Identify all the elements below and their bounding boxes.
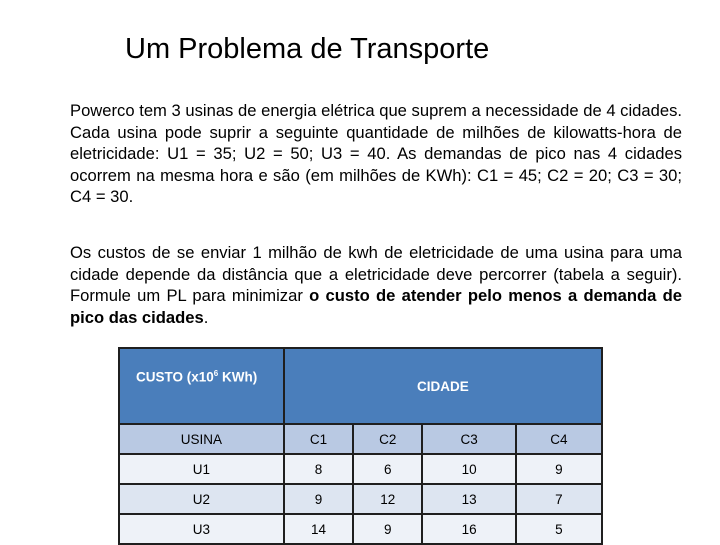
table-cell: 6 [353, 454, 422, 484]
table-column-header-row [119, 424, 602, 454]
row-label-u2: U2 [119, 484, 284, 514]
cost-header-cell [119, 348, 284, 424]
row-label-u1: U1 [119, 454, 284, 484]
cost-table [118, 347, 603, 545]
table-cell: 10 [422, 454, 515, 484]
table-cell: 12 [353, 484, 422, 514]
column-header-c1: C1 [284, 424, 353, 454]
table-cell: 9 [516, 454, 602, 484]
column-header-usina: USINA [119, 424, 284, 454]
table-cell: 8 [284, 454, 353, 484]
instructions-text: Os custos de se enviar 1 milhão de kwh de eletricidade de uma usina para uma cidade depende da distância que a eletricidade deve percorrer (tabela a seguir). Formule um PL para minimizar [70, 243, 682, 305]
column-header-c3: C3 [422, 424, 515, 454]
cost-header-suffix: KWh) [218, 369, 258, 385]
table-cell: 7 [516, 484, 602, 514]
table-cell: 16 [422, 514, 515, 544]
table-cell: 9 [284, 484, 353, 514]
table-cell: 14 [284, 514, 353, 544]
table-row [119, 484, 602, 514]
cost-header-exponent: 6 [213, 369, 219, 378]
cost-header-prefix: CUSTO (x10 [136, 369, 214, 385]
column-header-c4: C4 [516, 424, 602, 454]
instructions-paragraph [70, 242, 682, 328]
table-cell: 13 [422, 484, 515, 514]
city-header-cell: CIDADE [284, 348, 602, 424]
table-cell: 5 [516, 514, 602, 544]
instructions-end: . [203, 307, 209, 327]
problem-paragraph: Powerco tem 3 usinas de energia elétrica que suprem a necessidade de 4 cidades. Cada usina pode suprir a seguinte quantidade de milhões de kilowatts-hora de eletricidade: U1 = 35; U2 = 50; U3 = 40. As demandas de pico nas 4 cidades ocorrem na mesma hora e são (em milhões de KWh): C1 = 45; C2 = 20; C3 = 30; C4 = 30. [70, 101, 682, 206]
column-header-c2: C2 [353, 424, 422, 454]
table-header-row [119, 348, 602, 424]
row-label-u3: U3 [119, 514, 284, 544]
table-row [119, 454, 602, 484]
slide-title: Um Problema de Transporte [125, 33, 490, 65]
instructions-bold-text: o custo de atender pelo menos a demanda de pico das cidades [70, 286, 682, 327]
table-cell: 9 [353, 514, 422, 544]
